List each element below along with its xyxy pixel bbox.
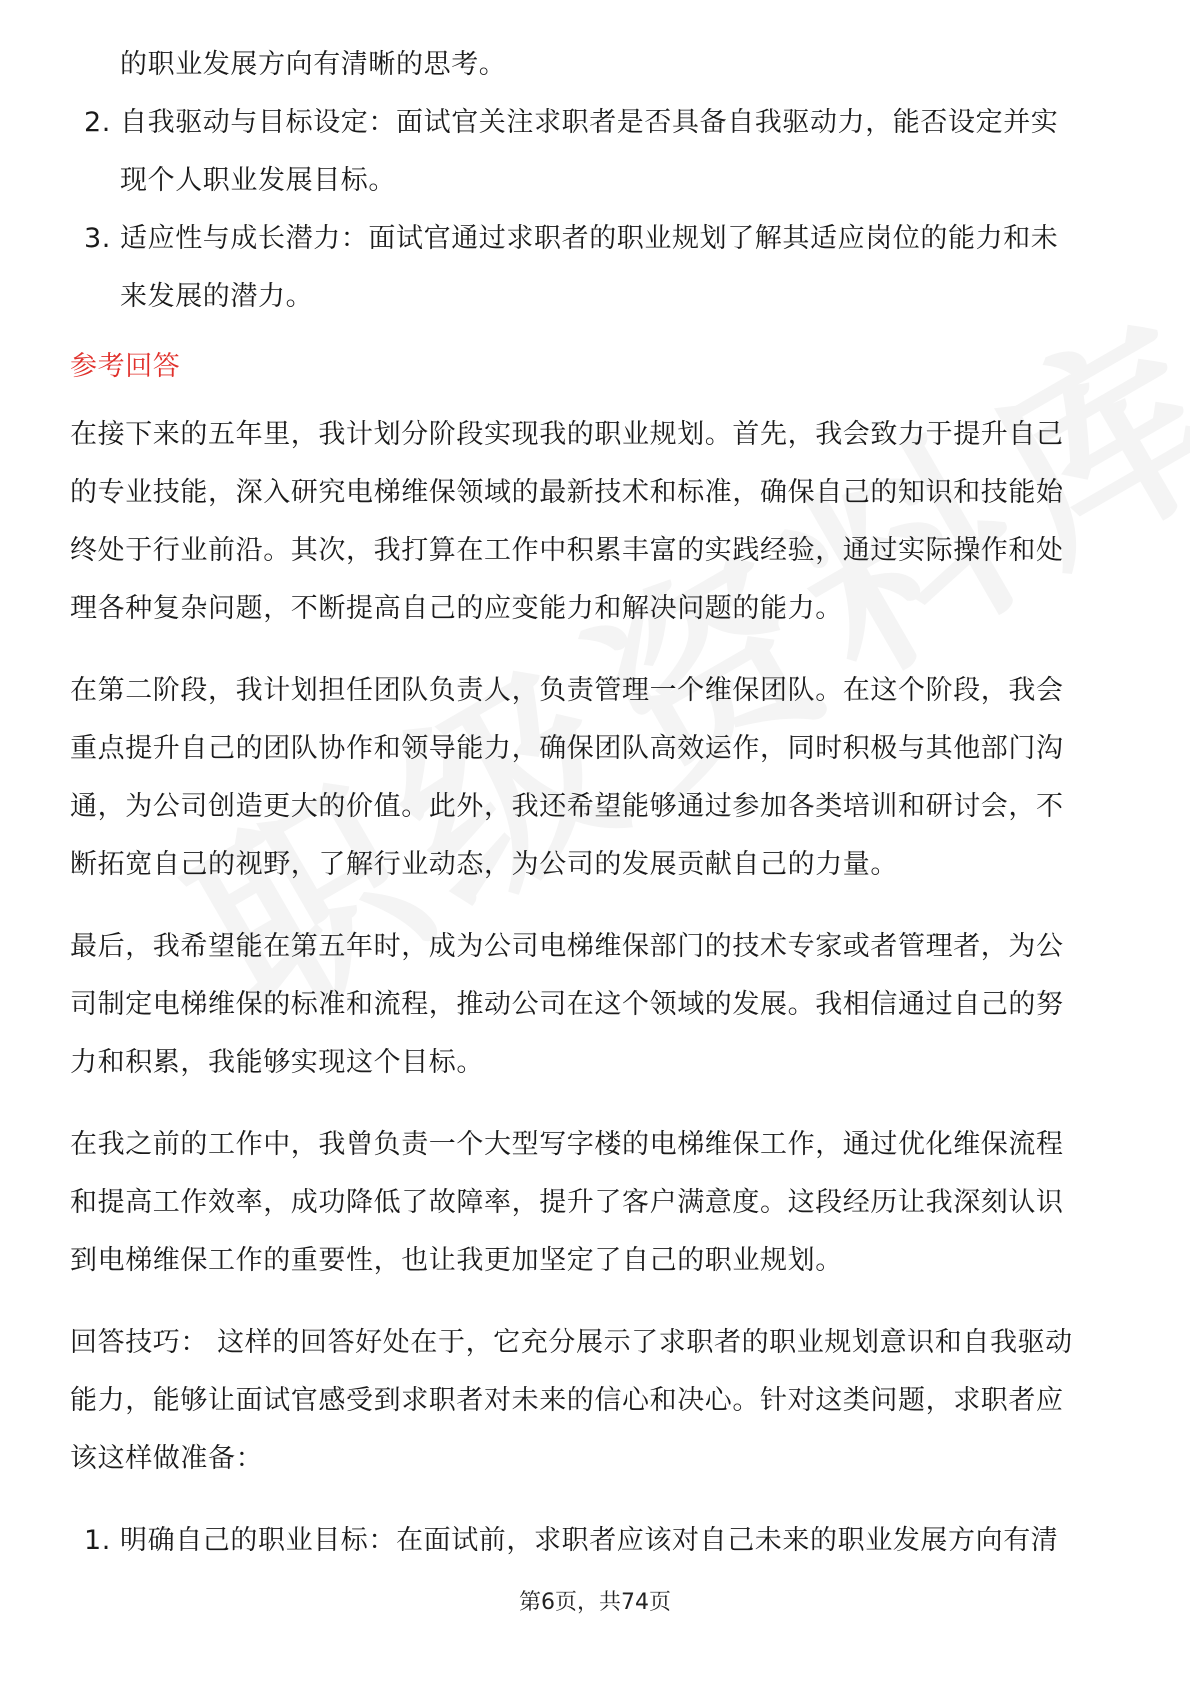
paragraph-line: 到电梯维保工作的重要性，也让我更加坚定了自己的职业规划。 — [70, 1245, 843, 1276]
paragraph-line: 终处于行业前沿。其次，我打算在工作中积累丰富的实践经验，通过实际操作和处 — [70, 535, 1064, 566]
paragraph-line: 最后，我希望能在第五年时，成为公司电梯维保部门的技术专家或者管理者，为公 — [70, 931, 1064, 962]
page-content — [70, 36, 1120, 1570]
list-item-number: 2. — [84, 107, 111, 138]
list-item-line: 适应性与成长潜力：面试官通过求职者的职业规划了解其适应岗位的能力和未 — [120, 223, 1059, 254]
preparation-list — [70, 1512, 1120, 1570]
paragraph-line: 在我之前的工作中，我曾负责一个大型写字楼的电梯维保工作，通过优化维保流程 — [70, 1129, 1064, 1160]
paragraph-line: 理各种复杂问题，不断提高自己的应变能力和解决问题的能力。 — [70, 593, 843, 624]
paragraph — [70, 1314, 1120, 1488]
list-item-line: 明确自己的职业目标：在面试前，求职者应该对自己未来的职业发展方向有清 — [120, 1525, 1059, 1556]
list-item-number: 3. — [84, 223, 111, 254]
paragraph — [70, 406, 1120, 638]
paragraph-line: 回答技巧： 这样的回答好处在于，它充分展示了求职者的职业规划意识和自我驱动 — [70, 1327, 1073, 1358]
paragraph — [70, 918, 1120, 1092]
list-item-continuation: 的职业发展方向有清晰的思考。 — [120, 49, 507, 80]
page-number: 第6页，共74页 — [519, 1590, 671, 1615]
list-item — [70, 210, 1120, 326]
list-item-number: 1. — [84, 1525, 111, 1556]
paragraph-line: 司制定电梯维保的标准和流程，推动公司在这个领域的发展。我相信通过自己的努 — [70, 989, 1064, 1020]
paragraph — [70, 662, 1120, 894]
criteria-list — [70, 36, 1120, 326]
paragraph-line: 的专业技能，深入研究电梯维保领域的最新技术和标准，确保自己的知识和技能始 — [70, 477, 1064, 508]
section-heading: 参考回答 — [70, 351, 181, 382]
list-item-line: 自我驱动与目标设定：面试官关注求职者是否具备自我驱动力，能否设定并实 — [120, 107, 1059, 138]
list-item-line: 现个人职业发展目标。 — [120, 165, 396, 196]
paragraph-line: 通，为公司创造更大的价值。此外，我还希望能够通过参加各类培训和研讨会，不 — [70, 791, 1064, 822]
list-item — [70, 1512, 1120, 1570]
paragraph-line: 和提高工作效率，成功降低了故障率，提升了客户满意度。这段经历让我深刻认识 — [70, 1187, 1064, 1218]
paragraph-line: 能力，能够让面试官感受到求职者对未来的信心和决心。针对这类问题，求职者应 — [70, 1385, 1064, 1416]
paragraph-line: 力和积累，我能够实现这个目标。 — [70, 1047, 484, 1078]
list-item-line: 来发展的潜力。 — [120, 281, 314, 312]
paragraph-line: 在第二阶段，我计划担任团队负责人，负责管理一个维保团队。在这个阶段，我会 — [70, 675, 1064, 706]
paragraph-line: 该这样做准备： — [70, 1443, 264, 1474]
paragraph-line: 断拓宽自己的视野，了解行业动态，为公司的发展贡献自己的力量。 — [70, 849, 898, 880]
list-item — [70, 94, 1120, 210]
paragraph — [70, 1116, 1120, 1290]
paragraph-line: 在接下来的五年里，我计划分阶段实现我的职业规划。首先，我会致力于提升自己 — [70, 419, 1064, 450]
paragraph-line: 重点提升自己的团队协作和领导能力，确保团队高效运作，同时积极与其他部门沟 — [70, 733, 1064, 764]
